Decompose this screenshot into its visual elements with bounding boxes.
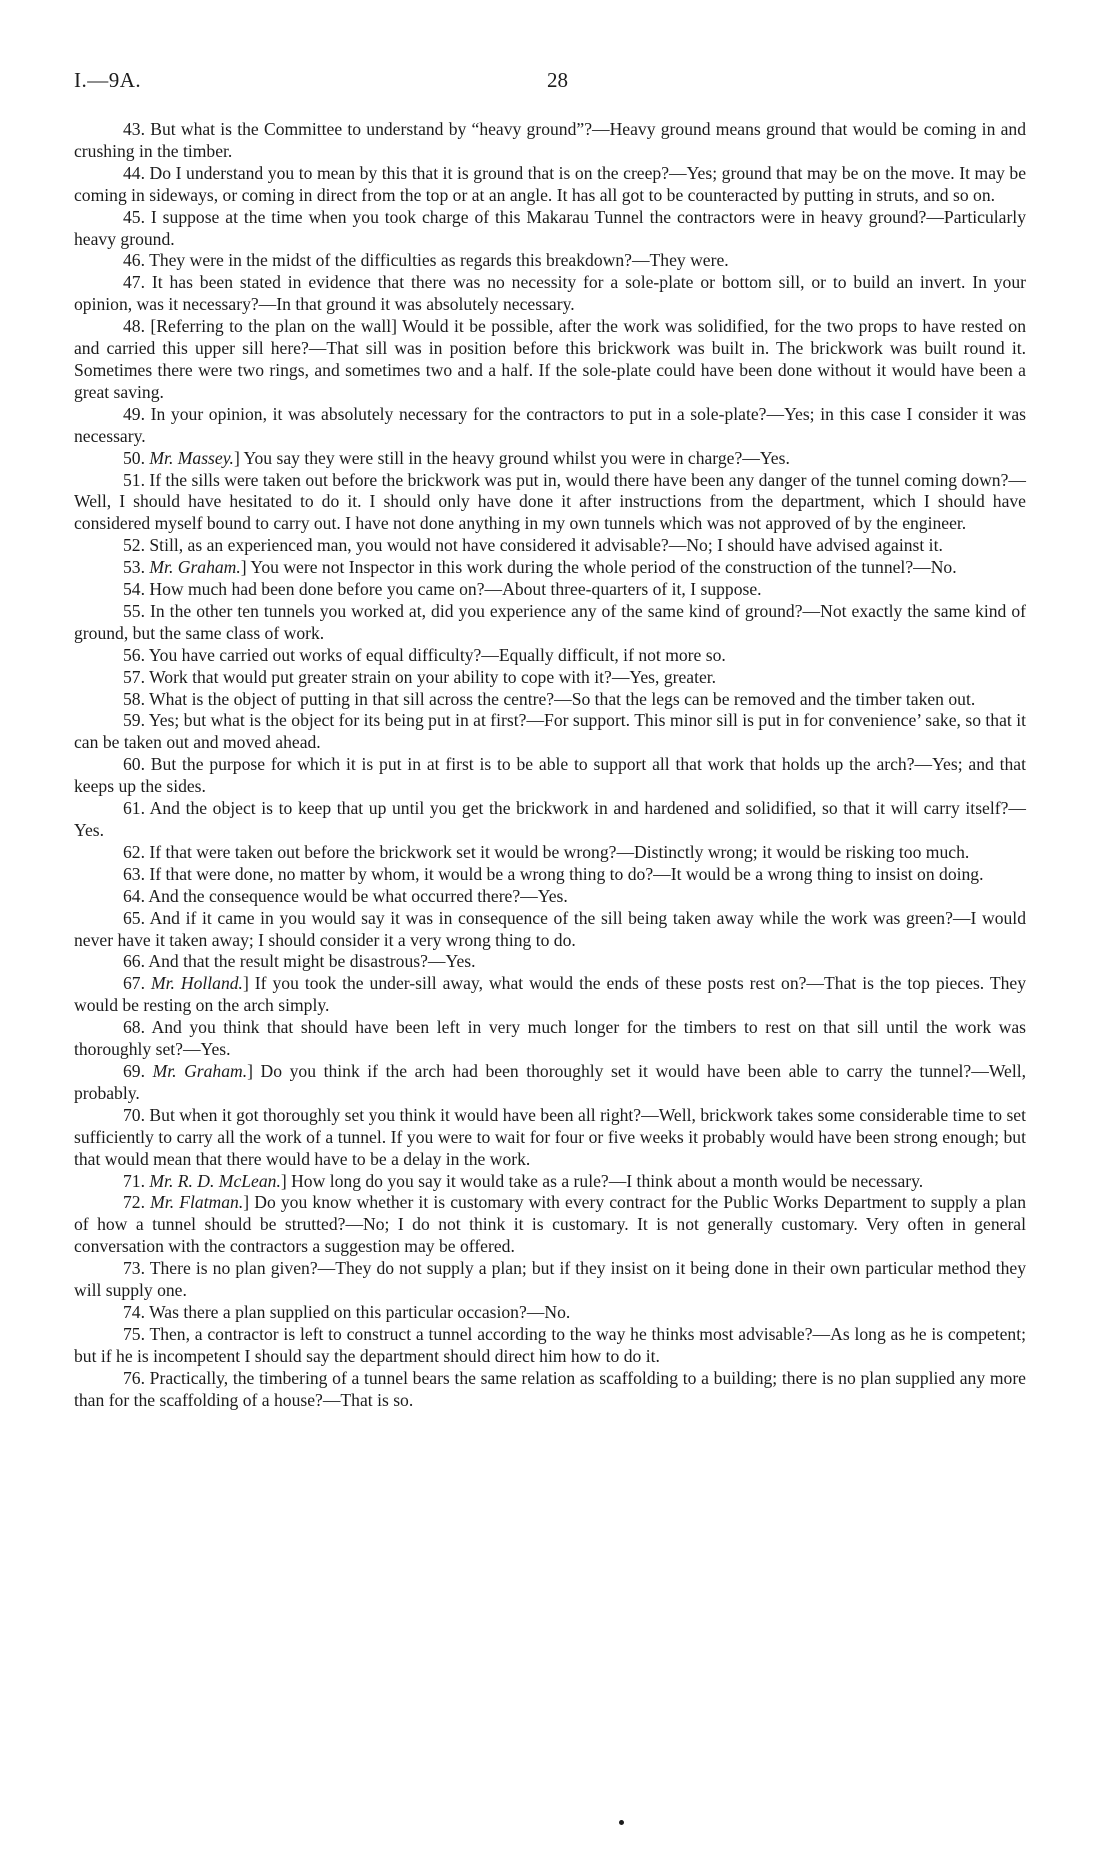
paragraph-text: ] You were not Inspector in this work during the whole period of the construction of the tunnel?—No. xyxy=(240,557,957,578)
question-paragraph xyxy=(74,1368,1026,1412)
question-paragraph xyxy=(74,1061,1026,1105)
paragraph-text: 51. If the sills were taken out before the brickwork was put in, would there have been any danger of the tunnel coming down?—Well, I should have hesitated to do it. I should only have done it after instructions from the department, which I should have considered myself bound to carry out. I have not done anything in my own tunnels which was not approved of by the engineer. xyxy=(74,469,1026,534)
paragraph-text: 58. What is the object of putting in that sill across the centre?—So that the legs can be removed and the timber taken out. xyxy=(123,688,976,709)
question-paragraph xyxy=(74,448,1026,470)
paragraph-text: 43. But what is the Committee to understand by “heavy ground”?—Heavy ground means ground that would be coming in and crushing in the timber. xyxy=(74,119,1026,161)
question-paragraph xyxy=(74,207,1026,251)
question-paragraph xyxy=(74,1324,1026,1368)
question-paragraph xyxy=(74,316,1026,404)
paragraph-text: 55. In the other ten tunnels you worked at, did you experience any of the same kind of ground?—Not exactly the same kind of ground, but the same class of work. xyxy=(74,600,1026,643)
question-paragraph xyxy=(74,1258,1026,1302)
paragraph-text: 61. And the object is to keep that up until you get the brickwork in and hardened and solidified, so that it will carry itself?—Yes. xyxy=(74,798,1026,840)
paragraph-text: 76. Practically, the timbering of a tunnel bears the same relation as scaffolding to a building; there is no plan supplied any more than for the scaffolding of a house?—That is so. xyxy=(74,1367,1026,1410)
question-paragraph xyxy=(74,754,1026,798)
paragraph-text: 74. Was there a plan supplied on this particular occasion?—No. xyxy=(123,1301,571,1322)
speaker-name: Mr. Graham. xyxy=(149,557,241,578)
question-paragraph xyxy=(74,535,1026,557)
question-paragraph xyxy=(74,119,1026,163)
question-paragraph xyxy=(74,886,1026,908)
paragraph-text: 62. If that were taken out before the brickwork set it would be wrong?—Distinctly wrong; it would be risking too much. xyxy=(123,841,970,862)
question-paragraph xyxy=(74,798,1026,842)
question-paragraph xyxy=(74,1017,1026,1061)
question-paragraph xyxy=(74,973,1026,1017)
question-paragraph xyxy=(74,864,1026,886)
paragraph-text: 48. [Referring to the plan on the wall] Would it be possible, after the work was solidified, for the two props to have rested on and carried this upper sill here?—That sill was in position before this brickwork was built in. The brickwork was built round it. Sometimes there were two rings, and sometimes two and a half. If the sole-plate could have been done without it would have been a great saving. xyxy=(74,316,1026,402)
paragraph-text: ] You say they were still in the heavy ground whilst you were in charge?—Yes. xyxy=(233,447,790,468)
paragraph-text: 75. Then, a contractor is left to construct a tunnel according to the way he thinks most advisable?—As long as he is competent; but if he is incompetent I should say the department should direct him how to do it. xyxy=(74,1323,1026,1366)
paragraph-text: 64. And the consequence would be what occurred there?—Yes. xyxy=(123,885,568,906)
paragraph-text: 54. How much had been done before you came on?—About three-quarters of it, I suppose. xyxy=(123,579,762,600)
question-number: 67. xyxy=(123,973,151,994)
question-number: 69. xyxy=(123,1060,153,1081)
question-paragraph xyxy=(74,163,1026,207)
question-paragraph xyxy=(74,1105,1026,1171)
paragraph-text: 65. And if it came in you would say it was in consequence of the sill being taken away while the work was green?—I would never have it taken away; I should consider it a very wrong thing to do. xyxy=(74,907,1026,950)
question-number: 72. xyxy=(123,1192,151,1213)
question-paragraph xyxy=(74,645,1026,667)
speaker-name: Mr. R. D. McLean. xyxy=(149,1170,281,1191)
paragraph-text: 47. It has been stated in evidence that there was no necessity for a sole-plate or bottom sill, or to build an invert. In your opinion, was it necessary?—In that ground it was absolutely necessary. xyxy=(74,272,1026,315)
paragraph-text: ] If you took the under-sill away, what would the ends of these posts rest on?—That is the top pieces. They would be resting on the arch simply. xyxy=(74,973,1027,1016)
paragraph-text: 70. But when it got thoroughly set you think it would have been all right?—Well, brickwork takes some considerable time to set sufficiently to carry all the work of a tunnel. If you were to wait for four or five weeks it probably would have been strong enough; but that would mean that there would have to be a delay in the work. xyxy=(74,1104,1026,1169)
footer-dot xyxy=(619,1820,624,1825)
question-paragraph xyxy=(74,842,1026,864)
question-paragraph xyxy=(74,951,1026,973)
paragraph-text: 56. You have carried out works of equal difficulty?—Equally difficult, if not more so. xyxy=(123,644,726,665)
question-paragraph xyxy=(74,1192,1026,1258)
speaker-name: Mr. Massey. xyxy=(149,447,234,468)
paragraph-text: 52. Still, as an experienced man, you would not have considered it advisable?—No; I should have advised against it. xyxy=(123,535,943,556)
paragraph-text: 49. In your opinion, it was absolutely necessary for the contractors to put in a sole-plate?—Yes; in this case I consider it was necessary. xyxy=(74,403,1026,446)
speaker-name: Mr. Flatman. xyxy=(150,1192,244,1213)
paragraph-text: 44. Do I understand you to mean by this that it is ground that is on the creep?—Yes; ground that may be on the move. It may be coming in sideways, or coming in direct from the top or at an angle. It has all got to be counteracted by putting in struts, and so on. xyxy=(74,162,1026,205)
question-paragraph xyxy=(74,250,1026,272)
speaker-name: Mr. Graham. xyxy=(152,1060,248,1081)
paragraph-text: 59. Yes; but what is the object for its being put in at first?—For support. This minor sill is put in for convenience’ sake, so that it can be taken out and moved ahead. xyxy=(74,710,1026,753)
question-paragraph xyxy=(74,470,1026,536)
question-paragraph xyxy=(74,557,1026,579)
question-paragraph xyxy=(74,579,1026,601)
paragraph-text: ] How long do you say it would take as a rule?—I think about a month would be necessary. xyxy=(280,1170,924,1191)
question-number: 50. xyxy=(123,447,150,468)
question-paragraph xyxy=(74,1171,1026,1193)
question-paragraph xyxy=(74,404,1026,448)
paragraph-text: ] Do you know whether it is customary with every contract for the Public Works Department to supply a plan of how a tunnel should be strutted?—No; I do not think it is customary. It is not generally customary. Very often in general conversation with the contractors a suggestion may be offered. xyxy=(74,1192,1027,1257)
paragraph-text: ] Do you think if the arch had been thoroughly set it would have been able to carry the tunnel?—Well, probably. xyxy=(74,1060,1026,1103)
question-paragraph xyxy=(74,667,1026,689)
paragraph-text: 60. But the purpose for which it is put in at first is to be able to support all that work that holds up the arch?—Yes; and that keeps up the sides. xyxy=(74,754,1026,797)
document-reference: I.—9A. xyxy=(74,68,142,92)
paragraph-text: 68. And you think that should have been left in very much longer for the timbers to rest on that sill until the work was thoroughly set?—Yes. xyxy=(74,1017,1026,1060)
paragraph-text: 63. If that were done, no matter by whom, it would be a wrong thing to do?—It would be a wrong thing to insist on doing. xyxy=(123,863,984,884)
question-paragraph xyxy=(74,908,1026,952)
paragraph-text: 46. They were in the midst of the difficulties as regards this breakdown?—They were. xyxy=(123,250,729,271)
paragraph-text: 73. There is no plan given?—They do not supply a plan; but if they insist on it being done in their own particular method they will supply one. xyxy=(74,1258,1026,1301)
question-paragraph xyxy=(74,1302,1026,1324)
question-number: 71. xyxy=(123,1170,150,1191)
paragraph-text: 57. Work that would put greater strain on your ability to cope with it?—Yes, greater. xyxy=(123,666,717,687)
question-paragraph xyxy=(74,710,1026,754)
paragraph-text: 66. And that the result might be disastrous?—Yes. xyxy=(123,951,476,972)
evidence-transcript xyxy=(74,119,1026,1411)
question-paragraph xyxy=(74,689,1026,711)
page-number: 28 xyxy=(547,68,568,92)
question-paragraph xyxy=(74,601,1026,645)
question-paragraph xyxy=(74,272,1026,316)
question-number: 53. xyxy=(123,557,150,578)
paragraph-text: 45. I suppose at the time when you took charge of this Makarau Tunnel the contractors were in heavy ground?—Particularly heavy ground. xyxy=(74,206,1026,249)
speaker-name: Mr. Holland. xyxy=(150,973,243,994)
